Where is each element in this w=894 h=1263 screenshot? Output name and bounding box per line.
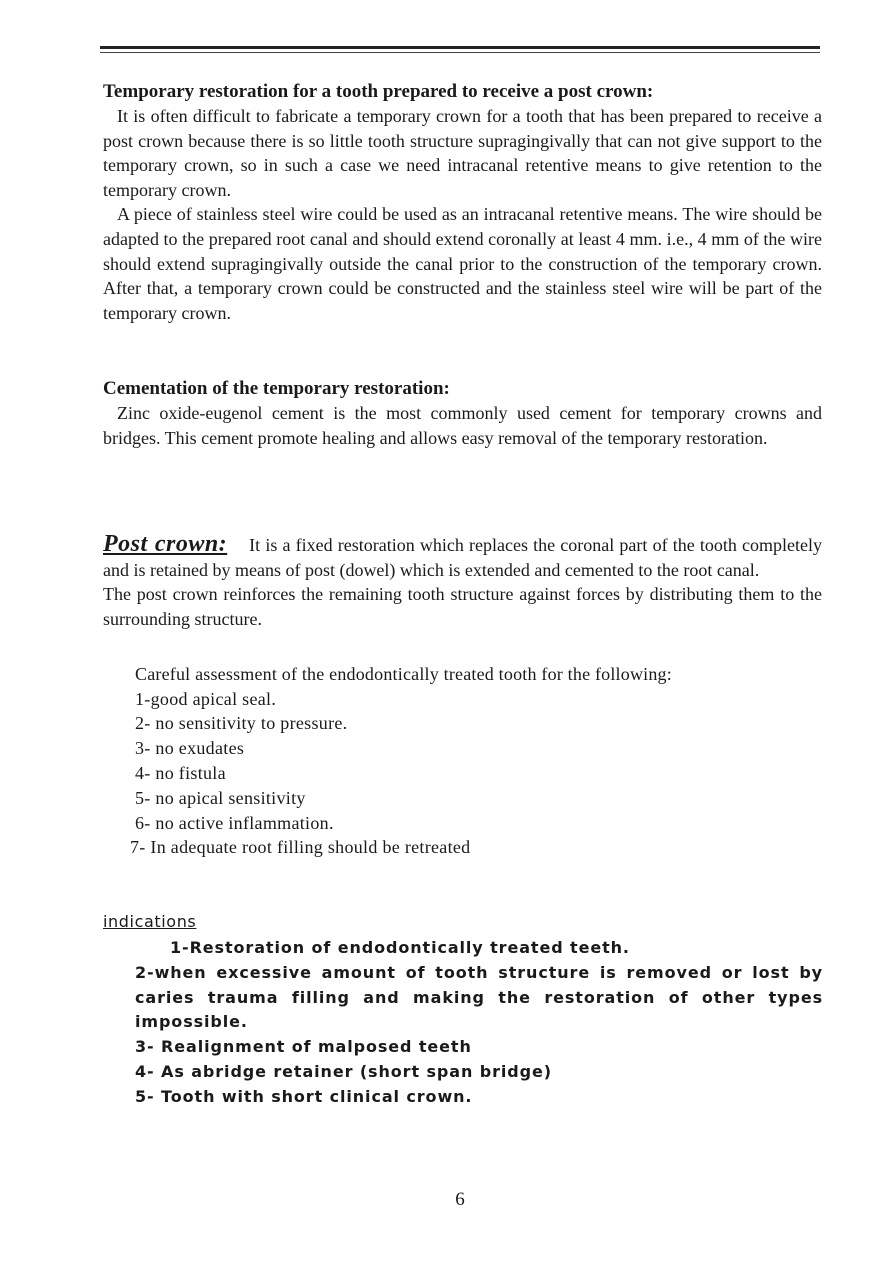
section-cementation — [103, 377, 822, 450]
list-item: 6- no active inflammation. — [135, 812, 334, 833]
post-crown-definition — [103, 532, 822, 582]
section-temporary-restoration — [103, 80, 822, 325]
page-number: 6 — [455, 1189, 465, 1210]
paragraph: It is often difficult to fabricate a temporary crown for a tooth that has been prepared to receive a post crown because there is so little tooth structure supragingivally that can not give support to the temporary crown, so in such a case we need intracanal retentive means to give retention to the temporary crown. — [103, 106, 822, 200]
indications-list — [135, 936, 823, 1110]
list-item: 5- no apical sensitivity — [135, 787, 306, 808]
post-crown-title: Post crown: — [103, 531, 228, 557]
paragraph: A piece of stainless steel wire could be used as an intracanal retentive means. The wire should be adapted to the prepared root canal and should extend coronally at least 4 mm. i.e., 4 mm of the wire should extend supragingivally outside the canal prior to the construction of the temporary crown. After that, a temporary crown could be constructed and the stainless steel wire will be part of the temporary crown. — [103, 204, 822, 323]
assessment-intro: Careful assessment of the endodontically treated tooth for the following: — [135, 664, 672, 684]
list-item: 4- As abridge retainer (short span bridge) — [135, 1061, 552, 1081]
list-item: 2- no sensitivity to pressure. — [135, 713, 348, 734]
indications-block — [135, 936, 823, 1110]
list-item: 3- Realignment of malposed teeth — [135, 1037, 472, 1057]
section-post-crown — [103, 532, 822, 631]
list-item: 5- Tooth with short clinical crown. — [135, 1086, 473, 1106]
list-item: 3- no exudates — [135, 738, 245, 759]
assessment-block — [130, 662, 815, 860]
section-heading: Cementation of the temporary restoration: — [103, 378, 450, 399]
section-indications — [103, 912, 822, 931]
header-rule-thick — [100, 46, 820, 49]
section-heading: Temporary restoration for a tooth prepared to receive a post crown: — [103, 81, 654, 102]
assessment-list — [130, 687, 815, 861]
paragraph: The post crown reinforces the remaining tooth structure against forces by distributing them to the surrounding structure. — [103, 584, 822, 629]
indications-title: indications — [103, 912, 197, 931]
paragraph: Zinc oxide-eugenol cement is the most commonly used cement for temporary crowns and bridges. This cement promote healing and allows easy removal of the temporary restoration. — [103, 403, 822, 448]
list-item: 2-when excessive amount of tooth structure is removed or lost by caries trauma filling and making the restoration of other types impossible. — [135, 962, 823, 1032]
list-item: 1-Restoration of endodontically treated teeth. — [170, 938, 630, 957]
definition-text: It is a fixed restoration which replaces the coronal part of the tooth completely and is retained by means of post (dowel) which is extended and cemented to the root canal. — [103, 535, 822, 580]
list-item: 7- In adequate root filling should be retreated — [130, 837, 471, 858]
list-item: 1-good apical seal. — [135, 688, 277, 709]
header-rule-thin — [100, 52, 820, 53]
list-item: 4- no fistula — [135, 762, 226, 783]
